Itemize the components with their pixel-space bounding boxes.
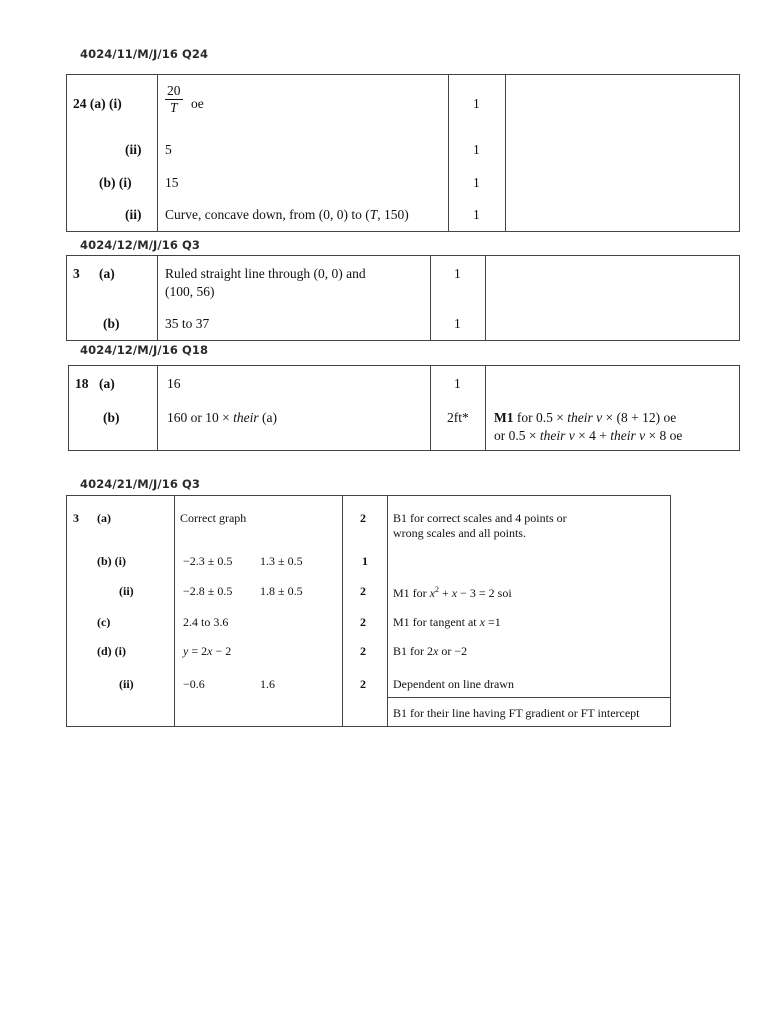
guidance-line: wrong scales and all points. — [393, 526, 526, 540]
guidance-line: Dependent on line drawn — [393, 677, 514, 691]
answer-fraction — [165, 83, 183, 116]
mark: 2 — [360, 615, 366, 629]
answer-suffix: oe — [191, 96, 204, 111]
markscheme-table-3 — [68, 365, 740, 451]
mark: 2ft* — [447, 410, 469, 425]
guidance-line: B1 for 2x or −2 — [393, 644, 468, 658]
question-part: (ii) — [119, 677, 134, 691]
answer: 16 — [167, 376, 181, 391]
question-label: (b) (i) — [99, 175, 132, 190]
answer-value-2: 1.6 — [260, 677, 275, 691]
section-ref-4: 4024/21/M/J/16 Q3 — [80, 477, 201, 491]
guidance-line: or 0.5 × their v × 4 + their v × 8 oe — [494, 428, 683, 443]
mark: 2 — [360, 644, 366, 658]
markscheme-table-1 — [66, 74, 740, 232]
answer: 160 or 10 × their (a) — [167, 410, 277, 425]
answer-line: Ruled straight line through (0, 0) and — [165, 266, 366, 281]
mark: 1 — [454, 316, 461, 331]
question-part: (b) — [103, 410, 120, 425]
fraction-denominator: T — [169, 100, 178, 115]
mark: 2 — [360, 511, 366, 525]
mark: 1 — [473, 96, 480, 111]
question-number: 18 — [75, 376, 89, 391]
guidance-line: B1 for correct scales and 4 points or — [393, 511, 567, 525]
mark: 2 — [360, 677, 366, 691]
question-part: (d) (i) — [97, 644, 126, 658]
mark: 1 — [362, 554, 368, 568]
answer: 5 — [165, 142, 172, 157]
fraction-numerator: 20 — [167, 83, 181, 98]
question-part: (a) — [99, 376, 115, 391]
mark: 1 — [473, 175, 480, 190]
question-part: (c) — [97, 615, 111, 629]
question-part: (ii) — [119, 584, 134, 598]
question-part: (b) (i) — [97, 554, 126, 568]
answer-value-2: 1.3 ± 0.5 — [260, 554, 303, 568]
question-part: (b) — [103, 316, 120, 331]
mark: 2 — [360, 584, 366, 598]
answer: Correct graph — [180, 511, 247, 525]
answer-line: (100, 56) — [165, 284, 215, 299]
markscheme-table-4 — [66, 495, 671, 727]
answer: 15 — [165, 175, 179, 190]
section-ref-1: 4024/11/M/J/16 Q24 — [80, 47, 209, 61]
guidance-line: B1 for their line having FT gradient or FT intercept — [393, 706, 640, 720]
answer-value-1: −2.3 ± 0.5 — [183, 554, 233, 568]
section-ref-3: 4024/12/M/J/16 Q18 — [80, 343, 209, 357]
question-label: 24 (a) (i) — [73, 96, 122, 111]
answer-value-1: −0.6 — [183, 677, 205, 691]
question-part: (a) — [99, 266, 115, 281]
question-number: 3 — [73, 511, 79, 525]
guidance-line: M1 for tangent at x =1 — [393, 615, 501, 629]
question-label: (ii) — [125, 142, 142, 157]
answer: y = 2x − 2 — [183, 644, 232, 658]
question-part: (a) — [97, 511, 111, 525]
mark: 1 — [473, 142, 480, 157]
answer: 35 to 37 — [165, 316, 210, 331]
mark: 1 — [454, 376, 461, 391]
answer-value-1: −2.8 ± 0.5 — [183, 584, 233, 598]
answer: 2.4 to 3.6 — [183, 615, 229, 629]
section-ref-2: 4024/12/M/J/16 Q3 — [80, 238, 201, 252]
answer-value-2: 1.8 ± 0.5 — [260, 584, 303, 598]
markscheme-table-2 — [66, 255, 740, 341]
mark: 1 — [454, 266, 461, 281]
guidance-line: M1 for 0.5 × their v × (8 + 12) oe — [494, 410, 677, 425]
mark: 1 — [473, 207, 480, 222]
question-number: 3 — [73, 266, 80, 281]
question-label: (ii) — [125, 207, 142, 222]
answer: Curve, concave down, from (0, 0) to (T, 150) — [165, 207, 409, 222]
guidance-line: M1 for $x^2 + x - 3 = 2$ soi — [393, 585, 512, 600]
